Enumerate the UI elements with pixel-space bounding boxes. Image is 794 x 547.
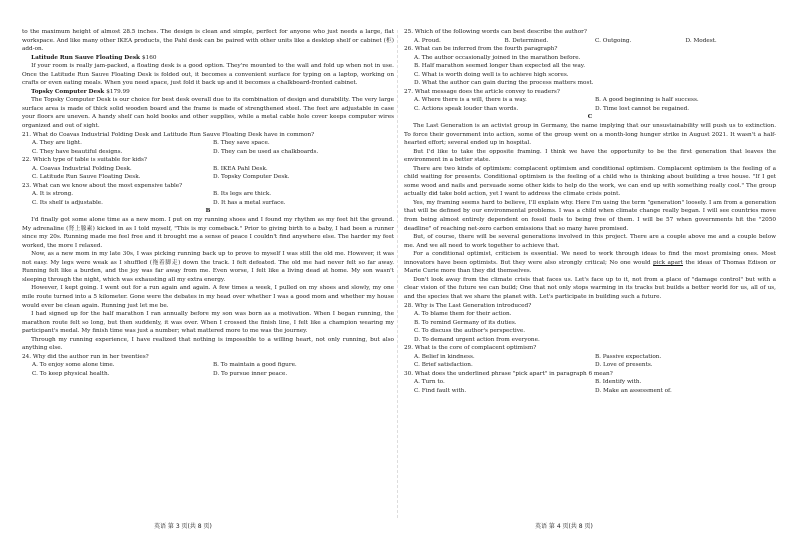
passage-c-paragraph-6: For a conditional optimist, criticism is essential. We need to work through ideas to find the most promising ones. Most innovators have been optimists. But they were also strongly critical; No one would pick apart the ideas of Thomas Edison or Marie Curie more than they did themselves. [404,251,776,275]
option-23c: C. Its shelf is adjustable. [32,199,103,206]
passage-c-paragraph-7: Don't look away from the climate crisis that faces us. Let's face up to it, not from a place of "damage control" but with a clear vision of the future we can build; One that not only stops warming in its tracks but builds a better world for us, all of us, and the species that we share the planet with. Let's participate in building such a future. [404,276,776,300]
passage-b-paragraph-2: Now, as a new mom in my late 30s, I was picking running back up to prove to myself I was still the old me. However, it was not easy. My legs were weak as I shuffled (拖着脚走) down the track. I felt defeated. The old me had never felt so far away. Running felt like a burden, and the joy was far away from me. Even worse, I felt like a living dead at home. My son wasn't sleeping through the night, which was exhausting all my extra energy. [22,251,394,283]
question-27: 27. What message does the article convey to readers? [404,88,560,95]
option-21c: C. They have beautiful designs. [32,148,123,155]
option-27b: B. A good beginning is half success. [595,97,699,104]
option-24a: A. To enjoy some alone time. [32,362,115,369]
option-26d: D. What the author can gain during the process matters most. [414,80,594,87]
option-23d: D. It has a metal surface. [213,199,286,206]
option-26b: B. Half marathon seemed longer than expected all the way. [414,63,586,70]
question-24: 24. Why did the author run in her twenties? [22,353,149,360]
question-23: 23. What can we know about the most expensive table? [22,182,183,189]
left-page-footer: 英语 第 3 页(共 8 页) [154,523,212,530]
passage-b-paragraph-4: I had signed up for the half marathon I ran annually before my son was born as a motivation. When I began running, the marathon route felt so long, but then suddenly, it was over. When I crossed the finish line, I felt like a champion wearing my participant's medal. My finish time was just a number; what mattered more to me was the journey. [22,311,394,335]
underlined-phrase: pick apart [653,259,683,266]
section-b-heading: B [205,208,211,215]
option-22a: A. Coavas Industrial Folding Desk. [32,165,132,172]
option-25c: C. Outgoing. [595,37,632,44]
question-22-options [22,165,394,182]
question-29-options [404,353,776,370]
option-29a: A. Belief in kindness. [414,353,475,360]
option-28c: C. To discuss the author's perspective. [414,328,526,335]
passage-c-paragraph-4: Yes, my framing seems hard to believe, I'll explain why. Here I'm using the term "generation" loosely. I am from a generation that will be defined by our environmental problems. I was a child when climate change really began. I will see countries move from being almost entirely dependent on fossil fuels to being free of them. I will be 57 when governments hit the "2050 deadline" of reaching net-zero carbon emissions that so many have promised. [404,199,776,232]
option-28d: D. To demand urgent action from everyone. [414,336,540,343]
option-28a: A. To blame them for their action. [414,311,512,318]
option-29d: D. Love of presents. [595,362,653,369]
passage-b-paragraph-3: However, I kept going. I went out for a run again and again. A few times a week, I pulled on my shoes and slowly, my one mile route turned into a 5 kilometer. Gone were the debates in my head over whether I was a good mom and whether my house would ever be clean again. Running just let me be. [22,285,394,309]
latitude-desk-text: If your room is really jam-packed, a floating desk is a good option. They're mounted to the wall and fold up when not in use. Once the Latitude Run Sauve Floating Desk is folded out, it becomes a convenient surface for typing on a laptop, working on crafts or even eating meals. When you need space, just fold it back up and it becomes a chalkboard-fronted cabinet. [22,63,394,87]
option-26a: A. The author occasionally joined in the marathon before. [414,54,581,61]
right-page [404,28,776,516]
question-24-options [22,361,394,378]
passage-b-paragraph-1: I'd finally got some alone time as a new mom. I put on my running shoes and I found my rhythm as my feet hit the ground. My adrenaline (肾上腺素) kicked in as I told myself, "This is my comeback." Prior to giving birth to a baby, I had been a runner since my 20s. Running made me feel free and it brought me a sense of peace I couldn't find anywhere else. The harder my feet worked, the more I relaxed. [22,217,394,249]
question-30: 30. What does the underlined phrase "pick apart" in paragraph 6 mean? [404,370,613,377]
option-27c: C. Actions speak louder than words. [414,105,519,112]
question-29: 29. What is the core of complacent optimism? [404,345,537,352]
right-page-footer: 英语 第 4 页(共 8 页) [535,523,593,530]
topsky-desk-text: The Topsky Computer Desk is our choice for best desk overall due to its combination of design and durability. The very large surface area is made of thick solid wooden board and the frame is made of strengthened steel. The feet are adjustable in case your floors are uneven. A handy shelf can hold books and other supplies, while a metal cable hole cover keeps computer wires organized and out of sight. [22,97,394,130]
option-23a: A. It is strong. [32,191,74,198]
option-27a: A. Where there is a will, there is a way. [414,97,527,104]
passage-c-paragraph-1: The Last Generation is an activist group in Germany, the name implying that our unsustainability will push us to extinction. To force their government into action, some of the group went on a month-long hunger strike in August 2021. It wasn't a half-hearted effort; several ended up in hospital. [404,123,776,147]
section-c-heading: C [587,114,593,121]
option-30b: B. Identify with. [595,379,642,386]
latitude-desk-heading [22,54,394,63]
question-21-options [22,139,394,156]
option-21b: B. They save space. [213,140,270,147]
option-28b: B. To remind Germany of its duties. [414,319,517,326]
question-30-options [404,378,776,395]
option-22d: D. Topsky Computer Desk. [213,174,290,181]
page-divider [397,30,398,518]
question-27-options [404,96,776,113]
option-25b: B. Determined. [504,37,549,44]
question-25-options [404,37,776,46]
pahl-desk-text: to the maximum height of almost 28.5 inches. The design is clean and simple, perfect for anyone who just needs a large, flat workspace. And like many other IKEA products, the Pahl desk can be paired with other units like a desktop shelf or cabinet (柜) add-on. [22,29,394,53]
question-28: 28. Why is The Last Generation introduced? [404,302,532,309]
option-22c: C. Latitude Run Sauve Floating Desk. [32,174,141,181]
question-25: 25. Which of the following words can best describe the author? [404,29,587,35]
option-29c: C. Brief satisfaction. [414,362,473,369]
latitude-desk-name: Latitude Run Sauve Floating Desk [31,54,140,61]
option-30a: A. Turn to. [414,379,445,386]
question-26: 26. What can be inferred from the fourth paragraph? [404,46,558,53]
latitude-desk-price: $160 [141,54,157,61]
option-24d: D. To pursue inner peace. [213,370,288,377]
topsky-desk-price: $179.99 [106,88,130,95]
option-29b: B. Passive expectation. [595,353,662,360]
question-23-options [22,190,394,207]
option-25d: D. Modest. [685,37,717,44]
left-page [22,28,394,516]
option-23b: B. Its legs are thick. [213,191,272,198]
passage-c-paragraph-5: But, of course, there will be several generations involved in this project. There are a couple above me and a couple below me. And we all need to work together to achieve that. [404,234,776,249]
question-22: 22. Which type of table is suitable for kids? [22,157,147,164]
option-21a: A. They are light. [32,140,82,147]
option-21d: D. They can be used as chalkboards. [213,148,319,155]
topsky-desk-name: Topsky Computer Desk [31,88,105,95]
option-30d: D. Make an assessment of. [595,387,672,394]
question-21: 21. What do Coavas Industrial Folding Desk and Latitude Run Sauve Floating Desk have in common? [22,131,315,138]
option-27d: D. Time lost cannot be regained. [595,105,690,112]
option-24b: B. To maintain a good figure. [213,362,297,369]
option-22b: B. IKEA Pahl Desk. [213,165,268,172]
option-24c: C. To keep physical health. [32,370,110,377]
passage-c-paragraph-2: But I'd like to take the opposite framing. I think we have the opportunity to be the first generation that leaves the environment in a better state. [404,148,776,164]
option-30c: C. Find fault with. [414,387,467,394]
passage-b-paragraph-5: Through my running experience, I have realized that nothing is impossible to a willing heart, not only running, but also anything else. [22,336,394,352]
option-26c: C. What is worth doing well is to achieve high scores. [414,71,569,78]
topsky-desk-heading [22,88,394,97]
option-25a: A. Proud. [414,37,441,44]
passage-c-paragraph-3: There are two kinds of optimism: complacent optimism and conditional optimism. Complacent optimism is the feeling of a child waiting for presents. Conditional optimism is the feeling of a child who is thinking about building a tree house. "If I get some wood and nails and persuade some other kids to help do the work, we can end up with something really cool." The group actually did take bold action, yet I want to address the climate crisis point. [404,165,776,198]
